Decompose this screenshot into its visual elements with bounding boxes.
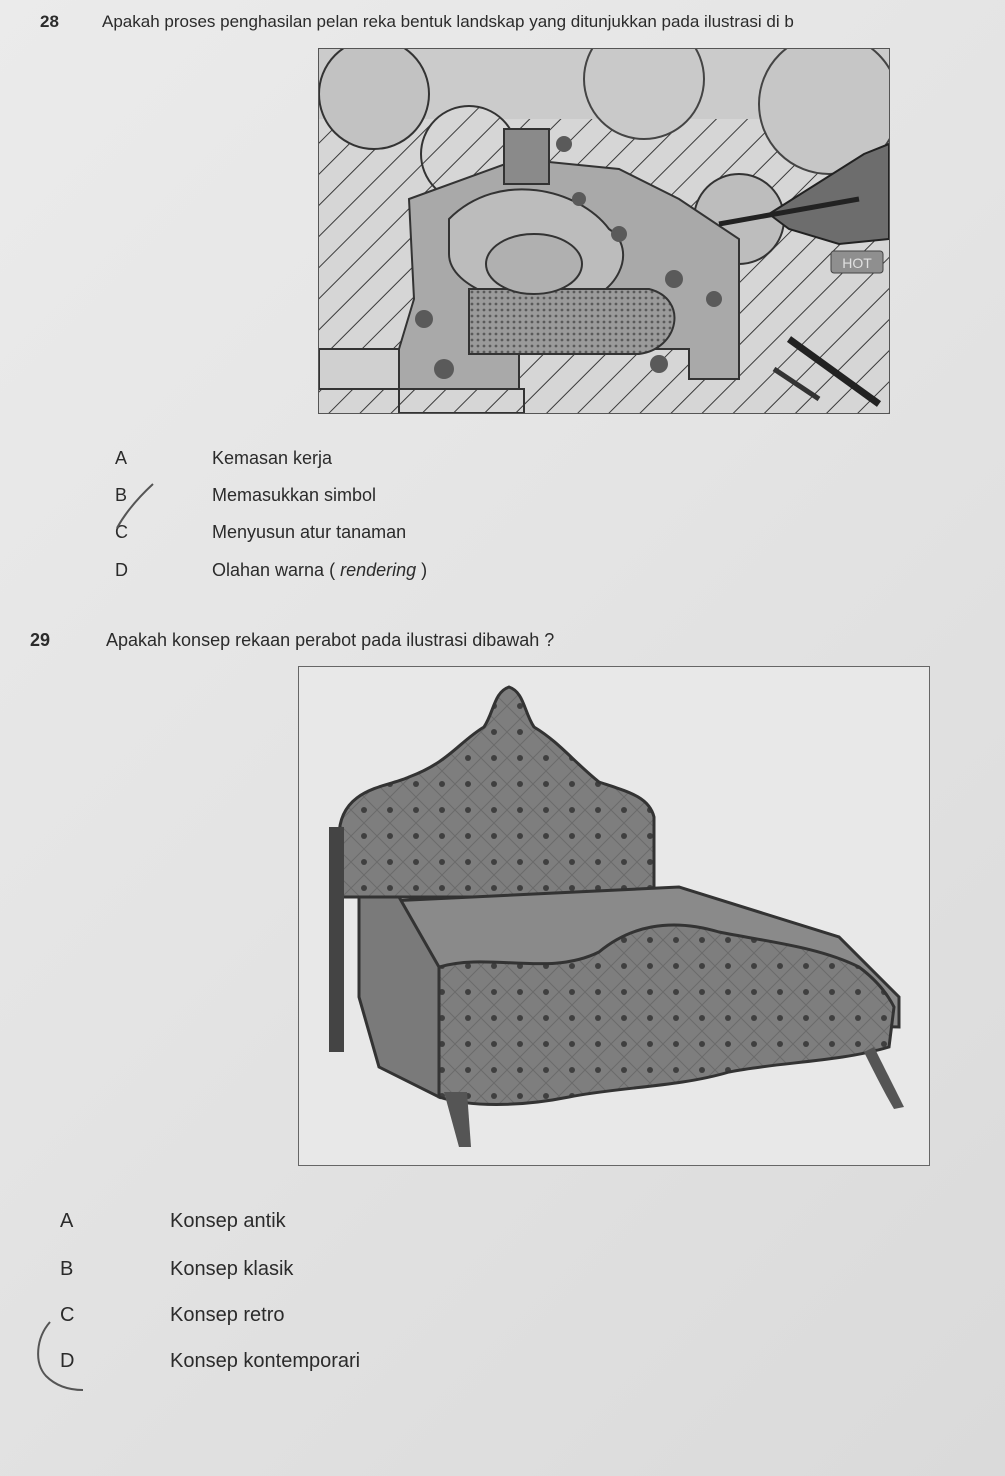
option-text: Konsep antik <box>170 1210 286 1232</box>
landscape-plan-illustration <box>318 48 890 414</box>
option-letter: C <box>115 522 128 542</box>
question-29-number: 29 <box>30 630 51 650</box>
option-text-prefix: Olahan warna ( <box>212 560 341 580</box>
option-text: Konsep kontemporari <box>170 1350 361 1372</box>
option-text-italic: rendering <box>340 560 417 580</box>
sign-label: HOT <box>842 255 872 271</box>
answer-mark-q29 <box>28 1318 108 1398</box>
option-letter: C <box>60 1304 75 1326</box>
option-letter: D <box>60 1350 75 1372</box>
option-text: Kemasan kerja <box>212 448 333 468</box>
option-letter: B <box>115 485 128 505</box>
option-text-d <box>212 560 427 581</box>
answer-mark-q28 <box>105 478 165 548</box>
bed-drawing <box>299 667 929 1165</box>
question-28-text: Apakah proses penghasilan pelan reka bentuk landskap yang ditunjukkan pada ilustrasi di b <box>102 12 794 31</box>
question-29-text: Apakah konsep rekaan perabot pada ilustrasi dibawah ? <box>106 630 555 650</box>
landscape-plan-drawing <box>319 49 889 413</box>
option-letter: A <box>115 448 128 468</box>
option-text-suffix: ) <box>416 560 428 580</box>
option-text: Konsep klasik <box>170 1258 294 1280</box>
option-text: Memasukkan simbol <box>212 485 377 505</box>
question-28-number: 28 <box>40 12 59 31</box>
option-letter: D <box>115 560 128 580</box>
option-text: Menyusun atur tanaman <box>212 522 407 542</box>
bed-illustration <box>298 666 930 1166</box>
option-text: Konsep retro <box>170 1304 285 1326</box>
option-letter: A <box>60 1210 74 1232</box>
option-letter: B <box>60 1258 74 1280</box>
